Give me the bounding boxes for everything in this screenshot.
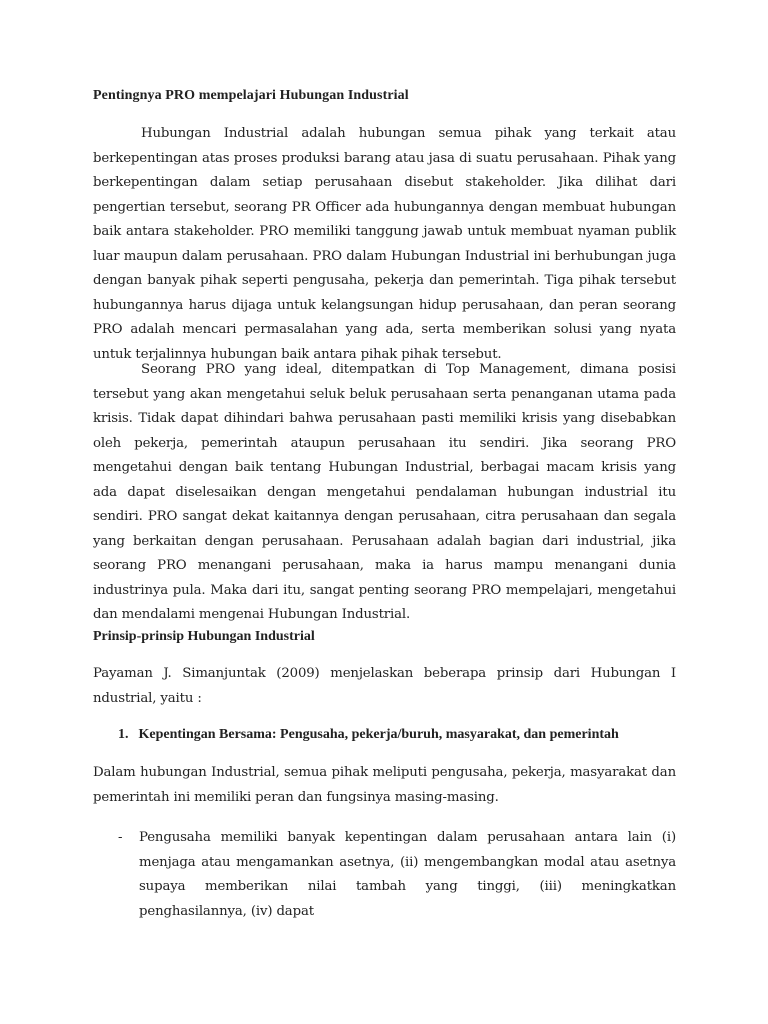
paragraph-3: Payaman J. Simanjuntak (2009) menjelaskan beberapa prinsip dari Hubungan I ndustrial, yaitu :	[93, 666, 676, 706]
document-title: Pentingnya PRO mempelajari Hubungan Industrial	[93, 88, 409, 103]
section-heading: Prinsip-prinsip Hubungan Industrial	[93, 629, 315, 644]
paragraph-1: Hubungan Industrial adalah hubungan semua pihak yang terkait atau berkepentingan atas proses produksi barang atau jasa di suatu perusahaan. Pihak yang berkepentingan dalam setiap perusahaan disebut stakeholder. Jika dilihat dari pengertian tersebut, seorang PR Officer ada hubungannya dengan membuat hubungan baik antara stakeholder. PRO memiliki tanggung jawab untuk membuat nyaman publik luar maupun dalam perusahaan. PRO dalam Hubungan Industrial ini berhubungan juga dengan banyak pihak seperti pengusaha, pekerja dan pemerintah. Tiga pihak tersebut hubungannya harus dijaga untuk kelangsungan hidup perusahaan, dan peran seorang PRO adalah mencari permasalahan yang ada, serta memberikan solusi yang nyata untuk terjalinnya hubungan baik antara pihak pihak tersebut.	[93, 126, 676, 362]
paragraph-4: Dalam hubungan Industrial, semua pihak meliputi pengusaha, pekerja, masyarakat dan pemerintah ini memiliki peran dan fungsinya masing-masing.	[93, 765, 676, 805]
numbered-item	[118, 727, 619, 743]
bullet-item	[118, 826, 676, 924]
numbered-item-number: 1.	[118, 727, 129, 742]
bullet-marker: -	[118, 830, 123, 845]
bullet-text: Pengusaha memiliki banyak kepentingan dalam perusahaan antara lain (i) menjaga atau mengamankan asetnya, (ii) mengembangkan modal atau asetnya supaya memberikan nilai tambah yang tinggi, (iii) meningkatkan penghasilannya, (iv) dapat	[139, 830, 676, 919]
paragraph-2: Seorang PRO yang ideal, ditempatkan di Top Management, dimana posisi tersebut yang akan mengetahui seluk beluk perusahaan serta penanganan utama pada krisis. Tidak dapat dihindari bahwa perusahaan pasti memiliki krisis yang disebabkan oleh pekerja, pemerintah ataupun perusahaan itu sendiri. Jika seorang PRO mengetahui dengan baik tentang Hubungan Industrial, berbagai macam krisis yang ada dapat diselesaikan dengan mengetahui pendalaman hubungan industrial itu sendiri. PRO sangat dekat kaitannya dengan perusahaan, citra perusahaan dan segala yang berkaitan dengan perusahaan. Perusahaan adalah bagian dari industrial, jika seorang PRO menangani perusahaan, maka ia harus mampu menangani dunia industrinya pula. Maka dari itu, sangat penting seorang PRO mempelajari, mengetahui dan mendalami mengenai Hubungan Industrial.	[93, 362, 676, 622]
numbered-item-text: Kepentingan Bersama: Pengusaha, pekerja/buruh, masyarakat, dan pemerintah	[138, 727, 619, 742]
